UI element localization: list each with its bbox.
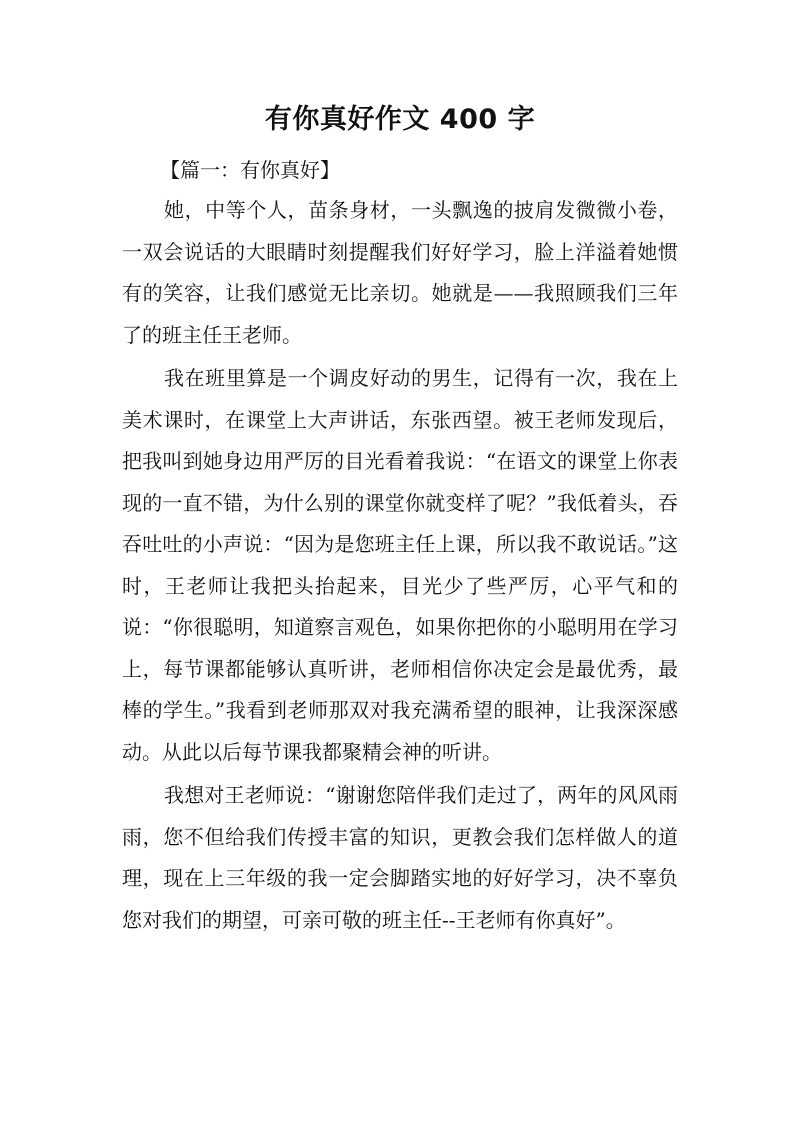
- paragraph-3: 我想对王老师说：“谢谢您陪伴我们走过了，两年的风风雨雨，您不但给我们传授丰富的知识，更教会我们怎样做人的道理，现在上三年级的我一定会脚踏实地的好好学习，决不辜负您对我们的期望，可亲可敬的班主任--王老师有你真好”。: [122, 783, 678, 932]
- paragraph-2: 我在班里算是一个调皮好动的男生，记得有一次，我在上美术课时，在课堂上大声讲话，东张西望。被王老师发现后，把我叫到她身边用严厉的目光看着我说：“在语文的课堂上你表现的一直不错，为什么别的课堂你就变样了呢？”我低着头，吞吞吐吐的小声说：“因为是您班主任上课，所以我不敢说话。”这时，王老师让我把头抬起来，目光少了些严厉，心平气和的说：“你很聪明，知道察言观色，如果你把你的小聪明用在学习上，每节课都能够认真听讲，老师相信你决定会是最优秀，最棒的学生。”我看到老师那双对我充满希望的眼神，让我深深感动。从此以后每节课我都聚精会神的听讲。: [122, 366, 678, 764]
- paragraph-1: 她，中等个人，苗条身材，一头飘逸的披肩发微微小卷，一双会说话的大眼睛时刻提醒我们好好学习，脸上洋溢着她惯有的笑容，让我们感觉无比亲切。她就是——我照顾我们三年了的班主任王老师。: [122, 198, 678, 347]
- document-title: 有你真好作文 400 字: [264, 104, 536, 135]
- section-heading: 【篇一：有你真好】: [160, 158, 340, 182]
